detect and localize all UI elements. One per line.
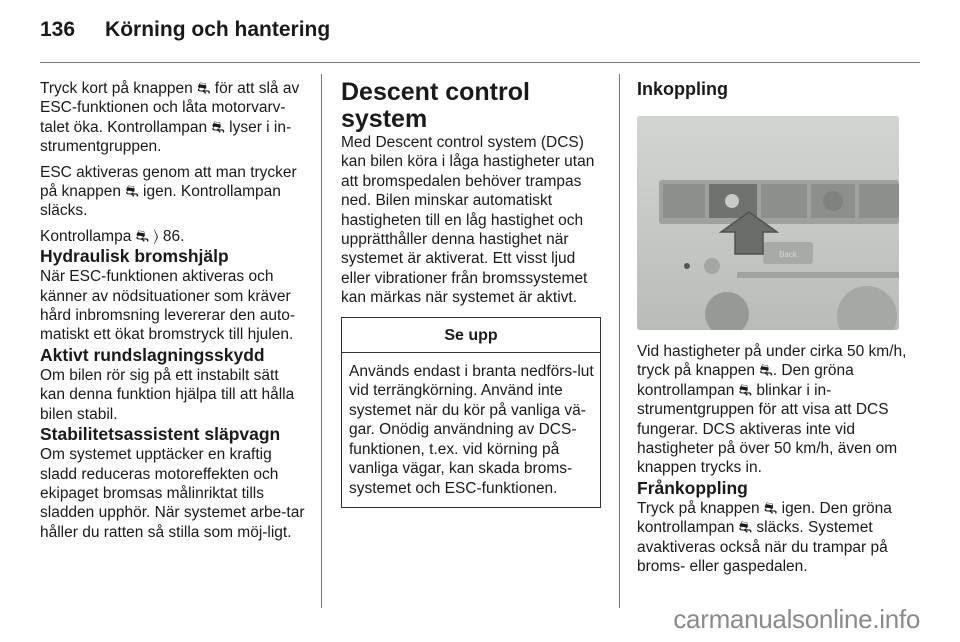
section-heading-activation: Inkoppling [637,79,728,99]
page-title: Körning och hantering [105,18,331,41]
back-button-label: Back [779,250,797,259]
section-heading-rollover: Aktivt rundslagningsskydd [40,344,265,365]
warning-title: Se upp [342,318,600,353]
column-divider-right [619,74,620,608]
section-heading-deactivation: Frånkoppling [637,477,748,498]
deactivation-text: Tryck på knappen ⛐ igen. Den gröna kontrollampan ⛐ släcks. Systemet avaktiveras också när du trampar på broms- eller gaspedalen. [637,499,892,576]
esc-on-paragraph: ESC aktiveras genom att man trycker på knappen ⛐ igen. Kontrollampan släcks. [40,163,297,220]
section-heading-brake-assist: Hydraulisk bromshjälp [40,246,229,267]
middle-column [341,79,605,508]
left-column [40,79,306,542]
warning-box [341,317,601,508]
section-heading-trailer: Stabilitetsassistent släpvagn [40,424,281,445]
brake-assist-text: När ESC-funktionen aktiveras och känner av nödsituationer som kräver hård inbromsning levererar den auto-matiskt ett ökat bromstryck till hjulen. [40,268,296,344]
dcs-button-photo [637,116,899,330]
page-header [40,18,330,42]
dcs-intro-text: Med Descent control system (DCS) kan bilen köra i låga hastigheter utan att bromspedalen behöver trampas ned. Bilen minskar automatiskt hastigheten till en låg hastighet och upprätthåller denna hastighet när systemet är aktiverat. Ett visst ljud eller vibrationer från bromssystemet kan märkas när systemet är aktivt. [341,134,595,307]
section-heading-dcs: Descent control system [341,78,530,133]
page-number: 136 [40,18,76,41]
trailer-text: Om systemet upptäcker en kraftig sladd reduceras motoreffekten och ekipaget bromsas målinriktat tills sladden upphör. När systemet arbe-tar håller du ratten så stilla som möj-ligt. [40,446,305,541]
right-column [637,79,913,576]
esc-off-paragraph: Tryck kort på knappen ⛐ för att slå av ESC-funktionen och låta motorvarv-talet öka. Kontrollampan ⛐ lyser i in-strumentgruppen. [40,80,300,156]
rollover-text: Om bilen rör sig på ett instabilt sätt kan denna funktion hjälpa till att hålla bilen stabil. [40,366,295,423]
header-divider [40,62,920,63]
control-lamp-reference: Kontrollampa ⛐ ⟩ 86. [40,227,185,245]
watermark: carmanualsonline.info [673,604,920,634]
warning-text: Används endast i branta nedförs-lut vid terrängkörning. Använd inte systemet när du kör på vanliga vä-gar. Onödig användning av DCS-funktionen, t.ex. vid körning på vanliga vägar, kan skada broms-systemet och ESC-funktionen. [349,363,594,497]
activation-text: Vid hastigheter på under cirka 50 km/h, tryck på knappen ⛐. Den gröna kontrollampan ⛐ blinkar i in-strumentgruppen för att visa att DCS fungerar. DCS aktiveras inte vid hastigheter på över 50 km/h, även om knappen trycks in. [637,343,907,477]
column-divider-left [321,74,322,608]
